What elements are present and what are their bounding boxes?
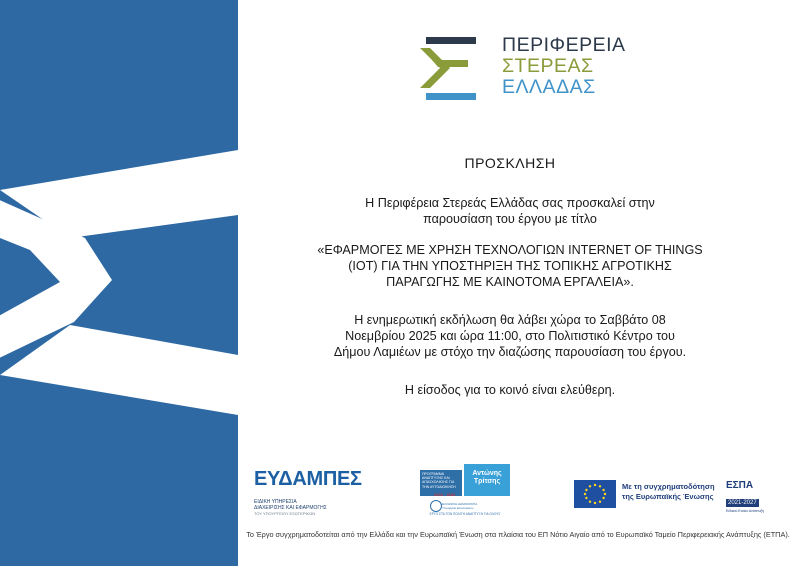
- espa-years: 2021-2027: [728, 500, 757, 506]
- espa-subtitle: Ειδικού Ενιαίο Ανάπτυξη: [726, 509, 765, 513]
- program-footer-text: ΕΡΓΟ ΣΤΑ ΤΟΝ ΠΟΛΙΤΗ ΑΝΑΠΤΥΞΗ ΓΙΑ ΟΛΟΥΣ: [429, 512, 501, 516]
- eu-line-1: Με τη συγχρηματοδότηση: [622, 482, 715, 491]
- logo-line-3: ΕΛΛΑΔΑΣ: [502, 76, 596, 98]
- project-line-3: ΠΑΡΑΓΩΓΗΣ ΜΕ ΚΑΙΝΟΤΟΜΑ ΕΡΓΑΛΕΙΑ».: [386, 275, 634, 289]
- program-logo: [420, 464, 510, 526]
- eydamp-sub-3: ΤΟΥ ΥΠΟΥΡΓΕΙΟΥ ΕΣΩΤΕΡΙΚΩΝ: [254, 511, 316, 516]
- region-logo: [418, 35, 638, 105]
- event-line-1: Η ενημερωτική εκδήλωση θα λάβει χώρα το Σαββάτο 08: [354, 313, 666, 327]
- eydamp-sub-1: ΕΙΔΙΚΗ ΥΠΗΡΕΣΙΑ: [254, 499, 297, 505]
- ministry-text: ΕΛΛΗΝΙΚΗ ΔΗΜΟΚΡΑΤΙΑ Υπουργείο Εσωτερικών: [442, 502, 478, 510]
- region-logo-mark: [418, 35, 478, 101]
- eu-cofunding-text: [622, 482, 715, 502]
- espa-logo: [726, 480, 778, 512]
- side-panel: [0, 0, 238, 566]
- eydamp-sub-2: ΔΙΑΧΕΙΡΙΣΗΣ ΚΑΙ ΕΦΑΡΜΟΓΗΣ: [254, 505, 327, 511]
- project-title-paragraph: [290, 242, 730, 290]
- intro-line-1: Η Περιφέρεια Στερεάς Ελλάδας σας προσκαλεί στην: [365, 196, 655, 210]
- program-name-1: Αντώνης: [472, 470, 502, 477]
- espa-wordmark: ΕΣΠΑ: [726, 480, 754, 491]
- funding-note: Το Έργο συγχρηματοδοτείται από την Ελλάδα και την Ευρωπαϊκή Ένωση στα πλαίσια του ΕΠ Νότιο Αιγαίο από το Ευρωπαϊκό Ταμείο Περιφερειακής Ανάπτυξης (ΕΤΠΑ).: [246, 530, 790, 539]
- project-line-1: «ΕΦΑΡΜΟΓΕΣ ΜΕ ΧΡΗΣΗ ΤΕΧΝΟΛΟΓΙΩΝ INTERNET OF THINGS: [317, 243, 703, 257]
- program-box: ΠΡΟΓΡΑΜΜΑ ΑΝΑΠΤΥΞΗΣ ΚΑΙ ΑΠΑΣΧΟΛΗΣΗΣ ΓΙΑ ΤΗΝ ΑΥΤΟΔΙΟΙΚΗΣΗ: [420, 470, 462, 496]
- program-years: 2024 · 2032: [434, 492, 456, 497]
- intro-line-2: παρουσίαση του έργου με τίτλο: [423, 212, 597, 226]
- program-name-box: [464, 464, 510, 496]
- event-paragraph: [290, 312, 730, 360]
- project-line-2: (IOT) ΓΙΑ ΤΗΝ ΥΠΟΣΤΗΡΙΞΗ ΤΗΣ ΤΟΠΙΚΗΣ ΑΓΡΟΤΙΚΗΣ: [348, 259, 672, 273]
- eydamp-logo: [254, 468, 374, 517]
- event-line-3: Δήμου Λαμιέων με στόχο την διαζώσης παρουσίαση του έργου.: [333, 345, 687, 359]
- intro-paragraph: [290, 195, 730, 227]
- logo-line-2: ΣΤΕΡΕΑΣ: [502, 55, 594, 77]
- entry-note: Η είσοδος για το κοινό είναι ελεύθερη.: [404, 383, 616, 397]
- eydamp-wordmark: ΕΥΔΑΜΠΕΣ: [254, 468, 362, 490]
- region-emblem-graphic: [0, 0, 238, 566]
- eu-line-2: της Ευρωπαϊκής Ένωσης: [622, 492, 714, 501]
- logo-line-1: ΠΕΡΙΦΕΡΕΙΑ: [502, 34, 626, 56]
- sponsor-logos: [240, 462, 800, 526]
- eu-flag-icon: [574, 480, 616, 508]
- greek-emblem-icon: [430, 500, 442, 512]
- program-name-2: Τρίτσης: [473, 478, 501, 485]
- event-line-2: Νοεμβρίου 2025 και ώρα 11:00, στο Πολιτιστικό Κέντρο του: [345, 329, 675, 343]
- invitation-title: ΠΡΟΣΚΛΗΣΗ: [464, 155, 556, 171]
